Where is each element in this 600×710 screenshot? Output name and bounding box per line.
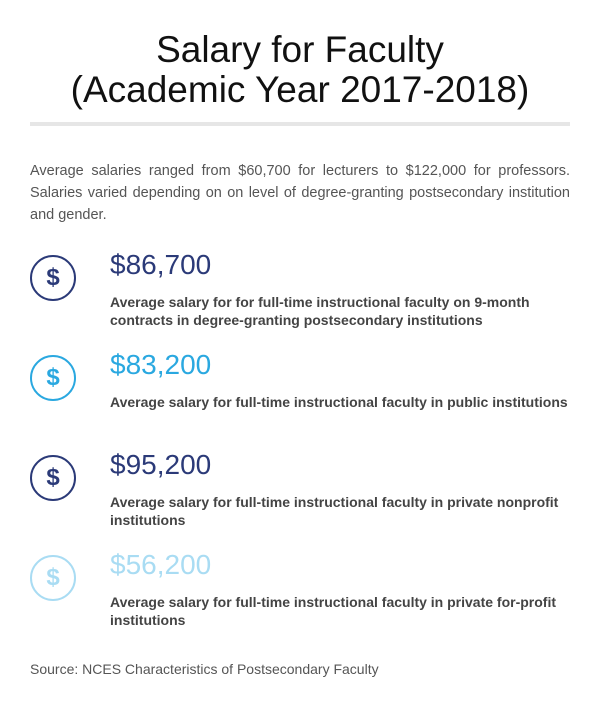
salary-stat: [30, 250, 570, 350]
dollar-icon: [30, 455, 76, 501]
salary-stat: [30, 350, 570, 450]
salary-stats: [30, 250, 570, 650]
salary-value: $86,700: [110, 249, 212, 280]
salary-description: Average salary for full-time instructional faculty in private for-profit institutions: [110, 594, 557, 628]
salary-description: Average salary for for full-time instructional faculty on 9-month contracts in degree-granting postsecondary institutions: [110, 294, 530, 328]
title-divider: [30, 122, 570, 126]
salary-value: $95,200: [110, 449, 212, 480]
salary-stat: [30, 550, 570, 650]
page-title: [30, 0, 570, 110]
dollar-icon: [30, 255, 76, 301]
title-line-2: (Academic Year 2017-2018): [70, 69, 530, 110]
salary-value: $56,200: [110, 549, 212, 580]
intro-text: Average salaries ranged from $60,700 for lecturers to $122,000 for professors. Salaries varied depending on on level of degree-granting postsecondary institution and gender.: [30, 163, 570, 223]
dollar-icon: [30, 555, 76, 601]
salary-value: $83,200: [110, 349, 212, 380]
dollar-glyph: $: [46, 264, 60, 291]
dollar-glyph: $: [46, 464, 60, 491]
dollar-glyph: $: [46, 364, 60, 391]
source-note: Source: NCES Characteristics of Postsecondary Faculty: [30, 661, 379, 677]
title-line-1: Salary for Faculty: [156, 29, 444, 70]
dollar-glyph: $: [46, 564, 60, 591]
infographic: [30, 0, 570, 650]
salary-stat: [30, 450, 570, 550]
salary-description: Average salary for full-time instructional faculty in private nonprofit institutions: [110, 494, 559, 528]
dollar-icon: [30, 355, 76, 401]
salary-description: Average salary for full-time instructional faculty in public institutions: [110, 394, 568, 410]
